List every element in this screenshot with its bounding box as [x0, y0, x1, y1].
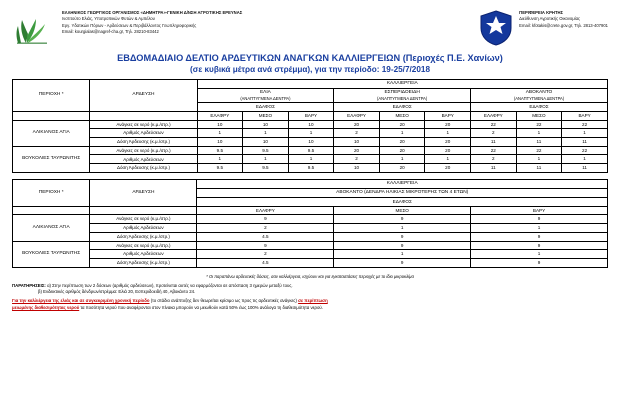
header-left-block [12, 10, 372, 46]
table2-header-row-1 [13, 179, 608, 188]
table1-r1-c1-v6: 2 [471, 155, 517, 164]
table1-r0-c0-v4: 20 [379, 120, 425, 129]
table1-r0-c1-v4: 1 [379, 129, 425, 138]
table1-r1-c1-v2: 1 [288, 155, 334, 164]
table1-r0-c1-v7: 1 [516, 129, 562, 138]
table-row [13, 155, 608, 164]
table1-crop-citrus-sub: (ΑΝΑΠΤΥΓΜΕΝΑ ΔΕΝΤΡΑ) [377, 95, 428, 101]
table1-soil-spacer-irrigation [90, 111, 197, 120]
table2-r1-c0-v0: 9 [197, 241, 334, 250]
elgo-dimitra-logo [12, 10, 56, 46]
table2-group-title: ΚΑΛΛΙΕΡΓΕΙΑ [197, 179, 608, 188]
table1-crop-olive [197, 88, 334, 102]
table1-r1-c1-v3: 2 [334, 155, 380, 164]
header-right-line-2: Διεύθυνση Αγροτικής Οικονομίας [519, 16, 581, 22]
table2-r1-c0-v2: 9 [471, 241, 608, 250]
table2-soil-spacer-irrigation [90, 206, 197, 215]
table1-r0-c2-v3: 10 [334, 138, 380, 147]
table1-r0-c2-v8: 11 [562, 138, 608, 147]
table1-r1-c2-v0: 9.5 [197, 164, 243, 173]
table1-r0-c2-v1: 10 [243, 138, 289, 147]
table1-r1-c0-v7: 22 [516, 146, 562, 155]
table1-region-1-row-2-label: Δόση Άρδευσης (κ.μ./στρ.) [90, 164, 197, 173]
table1-r0-c1-v2: 1 [288, 129, 334, 138]
footnote-star: * Οι παραπάνω αρδευτικές δόσεις, σαν καλλιέργεια, ισχύουν και για εγκαταστάσεις περιοχές με το ίδιο μικροκλίμα [206, 273, 414, 279]
table2-soil-type-row [13, 206, 608, 215]
header-left-line-3: Εργ. Υδατικών Πόρων - Αρδεύσεων & Περιβάλλοντος Γεωπληροφορικής [62, 22, 197, 28]
table1-r0-c0-v3: 20 [334, 120, 380, 129]
table1-region-1-name: ΒΟΥΚΟΛΙΕΣ ΤΑΥΡΩΝΙΤΗΣ [13, 146, 90, 172]
footnote-warning [12, 298, 608, 305]
table1-r1-c1-v5: 1 [425, 155, 471, 164]
table2-soil-label: ΕΔΑΦΟΣ [197, 197, 608, 206]
table1-r1-c1-v8: 1 [562, 155, 608, 164]
table1-region-0-name: ΑΛΙΚΙΑΝΟΣ ΑΓΙΑ [13, 120, 90, 146]
table1-r1-c2-v2: 9.5 [288, 164, 334, 173]
table1-crop-avocado-name: ΑΒΟΚΑΝΤΟ [525, 89, 553, 95]
table2-region-0-row-1-label: Αριθμός Αρδεύσεων [90, 224, 197, 233]
table-row [13, 120, 608, 129]
header-left-line-1: ΕΛΛΗΝΙΚΟΣ ΓΕΩΡΓΙΚΟΣ ΟΡΓΑΝΙΣΜΟΣ «ΔΗΜΗΤΡΑ»-ΓΕΝΙΚΗ Δ/ΝΣΗ ΑΓΡΟΤΙΚΗΣ ΕΡΕΥΝΑΣ [62, 10, 243, 15]
table2-r1-c2-v1: 9 [334, 259, 471, 268]
table2-soil-spacer-region [13, 206, 90, 215]
table1-r1-c1-v4: 1 [379, 155, 425, 164]
table1-crop-citrus-name: ΕΣΠΕΡΙΔΟΕΙΔΗ [384, 89, 420, 95]
table1-soil-avocado-light: ΕΛΑΦΡΥ [471, 111, 517, 120]
table1-header-row-1 [13, 80, 608, 89]
irrigation-table-main [12, 79, 608, 173]
table2-crop-young-avocado: ΑΒΟΚΑΝΤΟ (ΔΕΝΔΡΑ ΗΛΙΚΙΑΣ ΜΙΚΡΟΤΕΡΗΣ ΤΩΝ 4 ΕΤΩΝ) [197, 188, 608, 197]
header-right-text [519, 10, 608, 29]
footnote-remarks [12, 283, 608, 290]
table2-r1-c1-v0: 2 [197, 250, 334, 259]
table1-r1-c0-v4: 20 [379, 146, 425, 155]
table1-r1-c2-v5: 20 [425, 164, 471, 173]
table1-soil-olive-heavy: ΒΑΡΥ [288, 111, 334, 120]
table2-region-1-row-0-label: Ανάγκες σε νερό (κ.μ./στρ.) [90, 241, 197, 250]
table1-r0-c0-v6: 22 [471, 120, 517, 129]
table1-r0-c0-v5: 20 [425, 120, 471, 129]
table2-region-1-row-1-label: Αριθμός Αρδεύσεων [90, 250, 197, 259]
table1-region-1-row-1-label: Αριθμός Αρδεύσεων [90, 155, 197, 164]
table2-r0-c2-v0: 4.5 [197, 232, 334, 241]
page-title: ΕΒΔΟΜΑΔΙΑΙΟ ΔΕΛΤΙΟ ΑΡΔΕΥΤΙΚΩΝ ΑΝΑΓΚΩΝ ΚΑΛΛΙΕΡΓΕΙΩΝ (Περιοχές Π.Ε. Χανίων) [117, 53, 503, 63]
footnote-warning-part-2: (το στάδιο ανάπτυξης δεν θεωρείται κρίσιμο ως προς τις αρδευτικές ανάγκες) [150, 298, 297, 304]
table-row [13, 241, 608, 250]
table1-region-0-row-1-label: Αριθμός Αρδεύσεων [90, 129, 197, 138]
table1-r0-c1-v8: 1 [562, 129, 608, 138]
table2-r1-c1-v1: 1 [334, 250, 471, 259]
table1-r1-c1-v0: 1 [197, 155, 243, 164]
table2-r1-c0-v1: 9 [334, 241, 471, 250]
table1-col-region: ΠΕΡΙΟΧΗ * [13, 80, 90, 112]
region-of-crete-emblem [479, 10, 513, 46]
footnotes [12, 274, 608, 312]
table2-soil-heavy: ΒΑΡΥ [471, 206, 608, 215]
table1-r1-c0-v8: 22 [562, 146, 608, 155]
table1-r0-c1-v5: 1 [425, 129, 471, 138]
footnote-warning-part-3: σε περίπτωση [298, 298, 328, 304]
table-row [13, 146, 608, 155]
table1-crop-olive-sub: (ΑΝΑΠΤΥΓΜΕΝΑ ΔΕΝΤΡΑ) [240, 95, 291, 101]
table1-r1-c0-v0: 9.5 [197, 146, 243, 155]
table1-region-0-row-2-label: Δόση Άρδευσης (κ.μ./στρ.) [90, 138, 197, 147]
footnote-remark-b-line [12, 289, 608, 296]
footnote-warning-part-4: μειωμένης διαθεσιμότητας νερού [12, 305, 80, 311]
table2-region-0-row-0-label: Ανάγκες σε νερό (κ.μ./στρ.) [90, 215, 197, 224]
table1-r1-c0-v5: 20 [425, 146, 471, 155]
table-row [13, 232, 608, 241]
table2-region-0-name: ΑΛΙΚΙΑΝΟΣ ΑΓΙΑ [13, 215, 90, 241]
document-header [12, 10, 608, 46]
table1-r1-c1-v1: 1 [243, 155, 289, 164]
footnote-remark-b: β) Ενδεικτικές αριθμός δένδρων/στρέμμα: Ελιά 20, Εσπεριδοειδή 40, Αβοκάντο 24. [38, 289, 196, 295]
table1-r1-c0-v2: 9.5 [288, 146, 334, 155]
table2-col-region: ΠΕΡΙΟΧΗ * [13, 179, 90, 206]
table2-region-1-row-2-label: Δόση Άρδευσης (κ.μ./στρ.) [90, 259, 197, 268]
table1-r1-c0-v6: 22 [471, 146, 517, 155]
footnote-warning-part-1: Για την καλλιέργεια της ελιάς και σε συγκεκριμένη χρονική περίοδο [12, 298, 150, 304]
table2-soil-medium: ΜΕΣΟ [334, 206, 471, 215]
header-right-block [398, 10, 608, 46]
table1-r1-c1-v7: 1 [516, 155, 562, 164]
table1-r0-c2-v2: 10 [288, 138, 334, 147]
table1-col-irrigation: ΑΡΔΕΥΣΗ [90, 80, 197, 112]
table1-r0-c1-v3: 2 [334, 129, 380, 138]
table1-crop-avocado [471, 88, 608, 102]
table-row [13, 215, 608, 224]
table1-soil-olive-medium: ΜΕΣΟ [243, 111, 289, 120]
table2-region-1-name: ΒΟΥΚΟΛΙΕΣ ΤΑΥΡΩΝΙΤΗΣ [13, 241, 90, 267]
table1-region-1-row-0-label: Ανάγκες σε νερό (κ.μ./στρ.) [90, 146, 197, 155]
table1-soil-olive-light: ΕΛΑΦΡΥ [197, 111, 243, 120]
table1-r1-c2-v7: 11 [516, 164, 562, 173]
table1-soil-citrus-heavy: ΒΑΡΥ [425, 111, 471, 120]
table2-r0-c2-v1: 9 [334, 232, 471, 241]
table1-r1-c2-v1: 9.5 [243, 164, 289, 173]
table1-r0-c0-v8: 22 [562, 120, 608, 129]
table1-group-title: ΚΑΛΛΙΕΡΓΕΙΑ [197, 80, 607, 89]
table1-r0-c0-v1: 10 [243, 120, 289, 129]
table2-r0-c2-v2: 9 [471, 232, 608, 241]
table1-soil-avocado-heavy: ΒΑΡΥ [562, 111, 608, 120]
table1-r1-c2-v4: 20 [379, 164, 425, 173]
table1-r0-c0-v2: 10 [288, 120, 334, 129]
table2-r0-c0-v0: 9 [197, 215, 334, 224]
table1-soil-avocado-medium: ΜΕΣΟ [516, 111, 562, 120]
table1-r0-c2-v4: 20 [379, 138, 425, 147]
table1-r0-c2-v6: 11 [471, 138, 517, 147]
table1-r0-c0-v7: 22 [516, 120, 562, 129]
table2-r1-c2-v2: 9 [471, 259, 608, 268]
table1-region-0-row-0-label: Ανάγκες σε νερό (κ.μ./στρ.) [90, 120, 197, 129]
table-row [13, 259, 608, 268]
table2-r0-c0-v2: 9 [471, 215, 608, 224]
footnote-warning-line2 [12, 305, 608, 312]
footnote-remarks-label: ΠΑΡΑΤΗΡΗΣΕΙΣ: [12, 282, 46, 288]
table1-r1-c0-v1: 9.5 [243, 146, 289, 155]
table1-soil-type-row [13, 111, 608, 120]
table-row [13, 250, 608, 259]
footnote-remark-a: α) Στην περίπτωση των 2 δόσεων (αριθμός αρδεύσεων), προτείνεται αυτές να εφαρμόζονται σε απόσταση 3 ημερών μεταξύ τους. [47, 282, 293, 288]
table1-r0-c2-v7: 11 [516, 138, 562, 147]
header-left-line-4: Email: kourgialas@nagref-cha.gr, Τηλ. 28210-83442 [62, 28, 159, 34]
table2-r0-c1-v2: 1 [471, 224, 608, 233]
table2-r0-c1-v0: 2 [197, 224, 334, 233]
table1-soil-citrus-light: ΕΛΑΦΡΥ [334, 111, 380, 120]
table1-soil-label-olive: ΕΔΑΦΟΣ [197, 103, 334, 112]
table2-r1-c1-v2: 1 [471, 250, 608, 259]
table2-r0-c0-v1: 9 [334, 215, 471, 224]
table-row [13, 164, 608, 173]
table1-soil-label-citrus: ΕΔΑΦΟΣ [334, 103, 471, 112]
table1-crop-citrus [334, 88, 471, 102]
table1-r0-c0-v0: 10 [197, 120, 243, 129]
table1-crop-olive-name: ΕΛΙΑ [259, 89, 271, 95]
header-right-line-1: ΠΕΡΙΦΕΡΕΙΑ ΚΡΗΤΗΣ [519, 10, 564, 15]
header-left-line-2: Ινστιτούτο Ελιάς, Υποτροπικών Φυτών & Αμπέλου [62, 16, 155, 22]
table1-soil-label-avocado: ΕΔΑΦΟΣ [471, 103, 608, 112]
table1-r0-c1-v0: 1 [197, 129, 243, 138]
header-left-text [62, 10, 242, 35]
footnote-warning-part-5: τα ποσότητα νερού που αναφέρονται στον πίνακα μπορούν να μειωθούν κατά 50% έως 100% ανάλογα τη διαθεσιμότητα νερού. [80, 305, 323, 311]
table1-r1-c2-v6: 11 [471, 164, 517, 173]
table1-r0-c2-v5: 20 [425, 138, 471, 147]
table2-r1-c2-v0: 4.5 [197, 259, 334, 268]
table-row [13, 129, 608, 138]
table1-r1-c2-v8: 11 [562, 164, 608, 173]
table-row [13, 224, 608, 233]
page-subtitle: (σε κυβικά μέτρα ανά στρέμμα), για την περίοδο: 19-25/7/2018 [190, 65, 430, 74]
table1-soil-citrus-medium: ΜΕΣΟ [379, 111, 425, 120]
table1-r0-c2-v0: 10 [197, 138, 243, 147]
table1-r0-c1-v1: 1 [243, 129, 289, 138]
header-right-line-3: Email: kfotakis@crete.gov.gr, Τηλ. 2813-407901 [519, 22, 608, 28]
table1-r0-c1-v6: 2 [471, 129, 517, 138]
table1-r1-c0-v3: 20 [334, 146, 380, 155]
table2-col-irrigation: ΑΡΔΕΥΣΗ [90, 179, 197, 206]
table-row [13, 138, 608, 147]
table2-region-0-row-2-label: Δόση Άρδευσης (κ.μ./στρ.) [90, 232, 197, 241]
table2-r0-c1-v1: 1 [334, 224, 471, 233]
table1-r1-c2-v3: 10 [334, 164, 380, 173]
table1-crop-avocado-sub: (ΑΝΑΠΤΥΓΜΕΝΑ ΔΕΝΤΡΑ) [513, 95, 565, 101]
table1-soil-spacer-region [13, 111, 90, 120]
table2-soil-light: ΕΛΑΦΡΥ [197, 206, 334, 215]
irrigation-table-young-avocado [12, 179, 608, 268]
